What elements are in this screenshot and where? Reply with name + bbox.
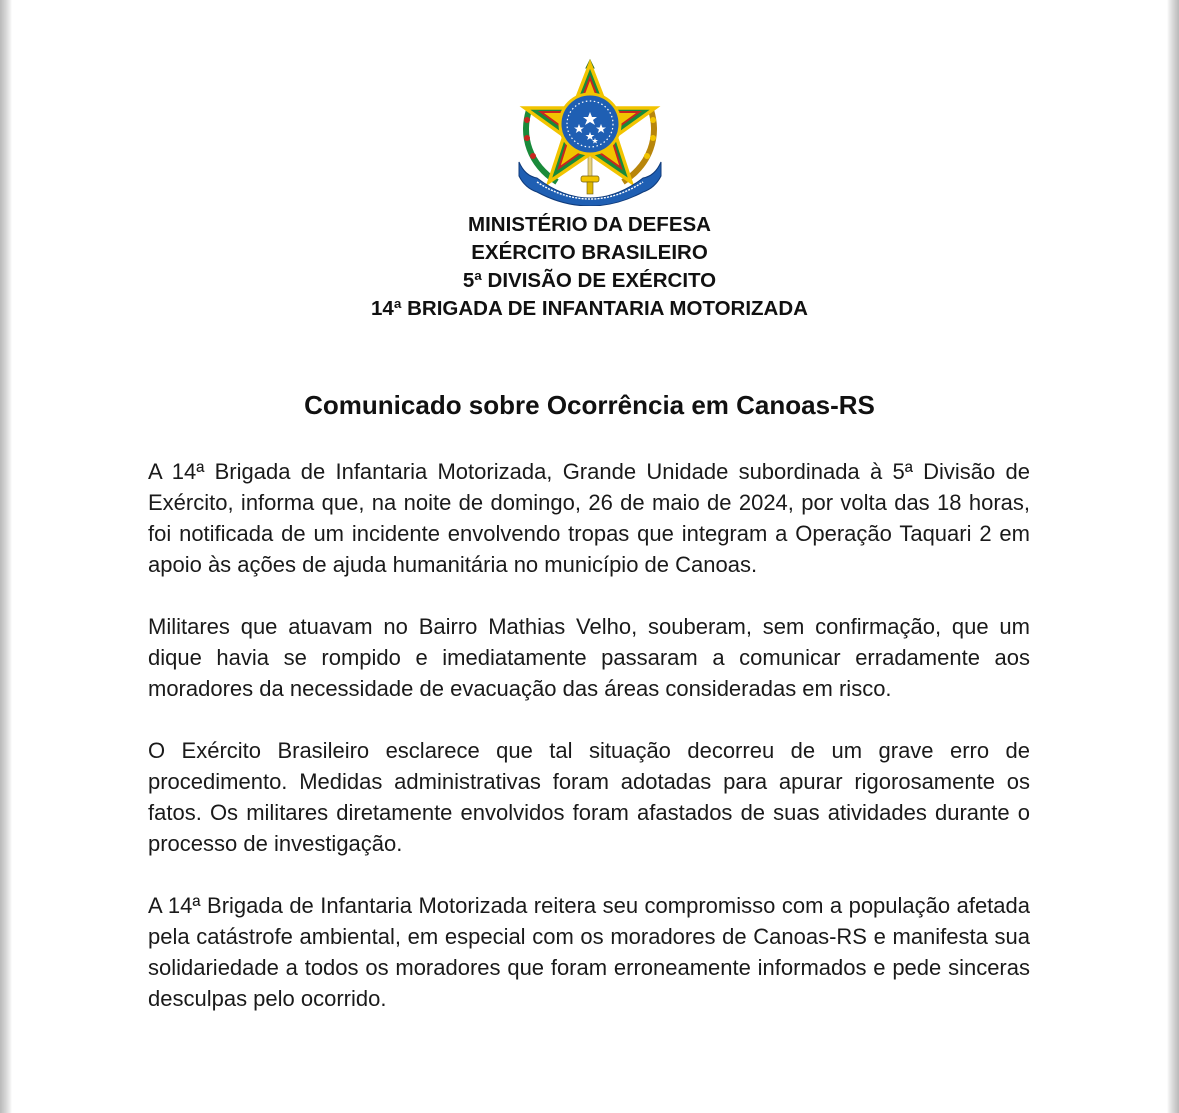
coat-of-arms-of-brazil-icon: [515, 58, 665, 206]
emblem-disc: [560, 94, 620, 154]
document-title: Comunicado sobre Ocorrência em Canoas-RS: [304, 390, 875, 420]
document-header: [0, 211, 1179, 323]
page-edge-shadow-left: [0, 0, 12, 1113]
header-brigade: 14ª BRIGADA DE INFANTARIA MOTORIZADA: [371, 297, 808, 320]
header-ministry: MINISTÉRIO DA DEFESA: [468, 213, 711, 236]
paragraph-4: A 14ª Brigada de Infantaria Motorizada reitera seu compromisso com a população afetada pela catástrofe ambiental, em especial com os moradores de Canoas-RS e manifesta sua solidariedade a todos os moradores que foram erroneamente informados e pede sinceras desculpas pelo ocorrido.: [148, 893, 1030, 1011]
paragraph-1: A 14ª Brigada de Infantaria Motorizada, Grande Unidade subordinada à 5ª Divisão de Exército, informa que, na noite de domingo, 26 de maio de 2024, por volta das 18 horas, foi notificada de um incidente envolvendo tropas que integram a Operação Taquari 2 em apoio às ações de ajuda humanitária no município de Canoas.: [148, 459, 1030, 577]
page-edge-shadow-right: [1167, 0, 1179, 1113]
header-division: 5ª DIVISÃO DE EXÉRCITO: [462, 269, 717, 292]
paragraph-3: O Exército Brasileiro esclarece que tal situação decorreu de um grave erro de procedimento. Medidas administrativas foram adotadas para apurar rigorosamente os fatos. Os militares diretamente envolvidos foram afastados de suas atividades durante o processo de investigação.: [148, 738, 1030, 856]
header-army: EXÉRCITO BRASILEIRO: [471, 241, 708, 264]
paragraph-2: Militares que atuavam no Bairro Mathias Velho, souberam, sem confirmação, que um dique havia se rompido e imediatamente passaram a comunicar erradamente aos moradores da necessidade de evacuação das áreas consideradas em risco.: [148, 614, 1030, 701]
